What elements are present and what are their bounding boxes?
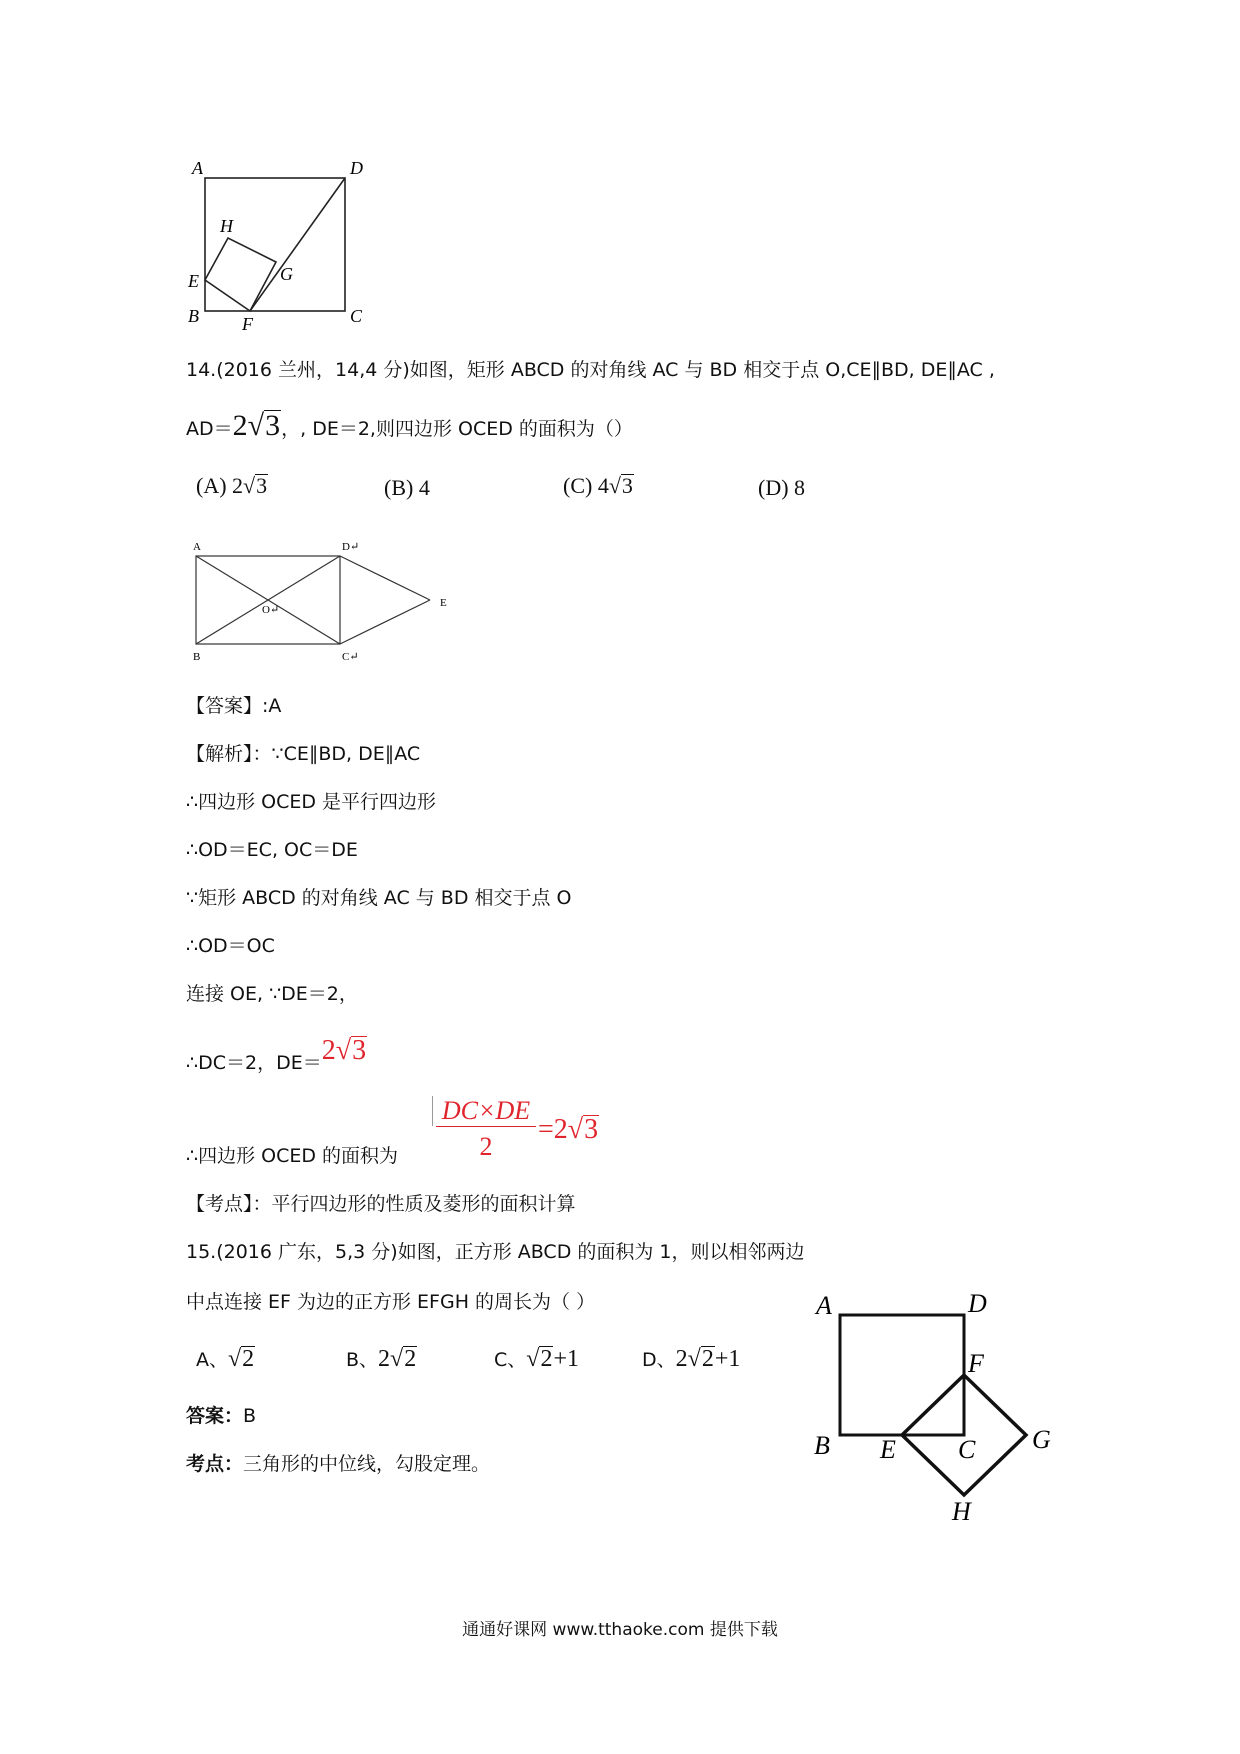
q14-frac-den: 2 <box>479 1132 493 1161</box>
q14-stem-line1: 14.(2016 兰州，14,4 分)如图，矩形 ABCD 的对角线 AC 与 BD 相交于点 O,CE∥BD, DE∥AC , <box>186 359 995 381</box>
q14-step-2: ∴OD＝EC, OC＝DE <box>186 839 358 861</box>
q14-ad-suffix: ，, DE＝2,则四边形 OCED 的面积为（） <box>281 418 633 440</box>
label-g: G <box>1032 1425 1051 1454</box>
q15-stem-line2: 中点连接 EF 为边的正方形 EFGH 的周长为（ ） <box>186 1291 596 1313</box>
q14-step-4: ∴OD＝OC <box>186 935 275 957</box>
label-d: D↵ <box>342 541 360 553</box>
q14-frac-result: =2√3 <box>538 1114 599 1145</box>
q14-option-b: (B) 4 <box>384 475 430 500</box>
q15-kaodian: 考点：三角形的中位线，勾股定理。 <box>186 1453 491 1475</box>
q14-option-c: (C) 4√3 <box>563 473 633 498</box>
label-f: F <box>242 314 253 330</box>
q14-answer: 【答案】:A <box>186 695 282 717</box>
q14-step-dc: ∴DC＝2，DE＝2√3 <box>186 1035 367 1074</box>
figure-square-efgh <box>180 150 380 330</box>
q14-option-d: (D) 8 <box>758 475 806 500</box>
q14-de-value: 2√3 <box>321 1035 367 1066</box>
label-d: D <box>350 158 363 178</box>
label-d: D <box>968 1289 987 1318</box>
q14-kaodian: 【考点】：平行四边形的性质及菱形的面积计算 <box>186 1193 576 1215</box>
q15-stem-line1: 15.(2016 广东，5,3 分)如图，正方形 ABCD 的面积为 1，则以相邻两边 <box>186 1241 805 1263</box>
label-a: A <box>193 541 201 553</box>
label-e: E <box>880 1435 896 1464</box>
label-c: C <box>350 306 363 326</box>
label-h: H <box>220 216 233 236</box>
q14-step-3: ∵矩形 ABCD 的对角线 AC 与 BD 相交于点 O <box>186 887 572 909</box>
q15-option-a: A、√2 <box>196 1346 255 1372</box>
page-footer: 通通好课网 www.tthaoke.com 提供下载 <box>462 1620 778 1640</box>
q14-frac-num: DC×DE <box>436 1096 536 1127</box>
label-e: E <box>440 597 447 609</box>
q14-step-5: 连接 OE, ∵DE＝2， <box>186 983 358 1005</box>
q14-area-formula <box>432 1094 612 1164</box>
q15-option-d: D、2√2+1 <box>642 1346 741 1372</box>
figure-square-abcd-efgh <box>810 1288 1060 1528</box>
q15-answer: 答案：B <box>186 1405 257 1427</box>
q14-step-1: ∴四边形 OCED 是平行四边形 <box>186 791 437 813</box>
q14-option-a: (A) 2√3 <box>196 473 268 498</box>
label-c: C↵ <box>342 651 359 663</box>
label-c: C <box>958 1435 976 1464</box>
q14-ad-prefix: AD＝ <box>186 418 233 440</box>
label-e: E <box>188 271 199 291</box>
label-g: G <box>280 264 293 284</box>
label-b: B <box>814 1431 830 1460</box>
q14-ad-value: 2√3 <box>232 409 281 442</box>
label-b: B <box>188 306 199 326</box>
q14-stem-line2 <box>186 410 633 441</box>
q15-option-c: C、√2+1 <box>494 1346 579 1372</box>
q15-option-b: B、2√2 <box>346 1346 417 1372</box>
label-b: B <box>193 651 201 663</box>
q14-area-prefix: ∴四边形 OCED 的面积为 <box>186 1145 399 1167</box>
label-a: A <box>192 158 203 178</box>
figure-rectangle-oced <box>190 536 460 666</box>
label-h: H <box>952 1497 971 1526</box>
label-f: F <box>968 1349 984 1378</box>
label-a: A <box>816 1291 832 1320</box>
q14-analysis-head: 【解析】：∵CE∥BD, DE∥AC <box>186 743 421 765</box>
label-o: O↵ <box>262 604 280 616</box>
